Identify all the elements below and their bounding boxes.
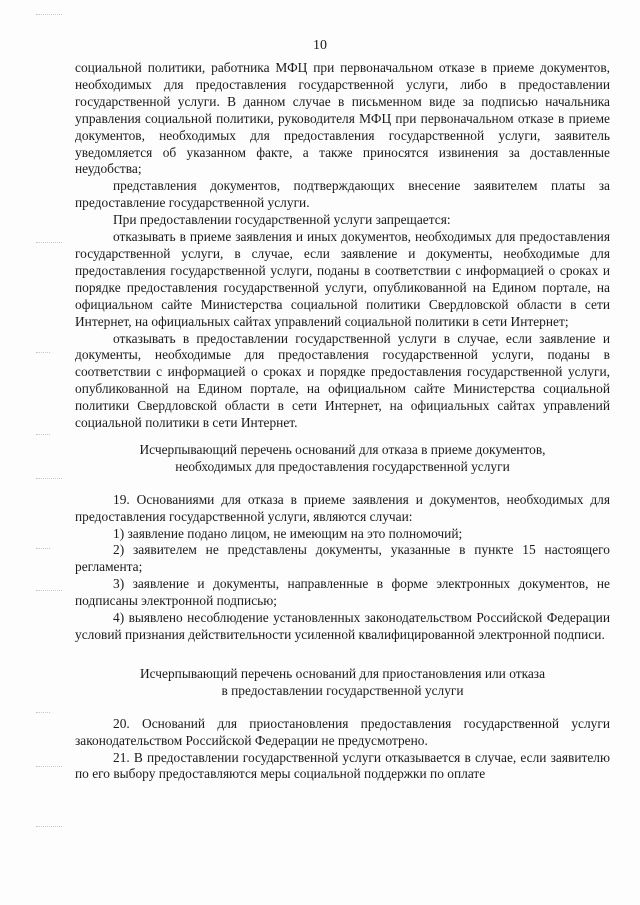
scan-artifact <box>36 352 50 356</box>
heading-line: Исчерпывающий перечень оснований для отказа в приеме документов, <box>139 441 546 457</box>
scan-artifact <box>36 14 62 18</box>
list-item: 2) заявителем не представлены документы, указанные в пункте 15 настоящего регламента; <box>75 542 610 575</box>
paragraph-21: 21. В предоставлении государственной услуги отказывается в случае, если заявителю по его выбору предоставляются меры социальной поддержки по оплате <box>75 749 610 782</box>
heading-line: в предоставлении государственной услуги <box>221 682 464 698</box>
section-heading-refusal-acceptance <box>75 442 610 476</box>
paragraph-19: 19. Основаниями для отказа в приеме заявления и документов, необходимых для предоставления государственной услуги, являются случаи: <box>75 491 610 524</box>
heading-line: Исчерпывающий перечень оснований для приостановления или отказа <box>139 665 546 681</box>
paragraph-20: 20. Оснований для приостановления предоставления государственной услуги законодательством Российской Федерации не предусмотрено. <box>75 715 610 748</box>
paragraph: При предоставлении государственной услуги запрещается: <box>113 212 451 228</box>
document-body <box>75 60 610 783</box>
scan-artifact <box>36 712 50 716</box>
list-item: 4) выявлено несоблюдение установленных законодательством Российской Федерации условий признания действительности усиленной квалифицированной электронной подписи. <box>75 610 610 642</box>
scan-artifact <box>36 242 62 246</box>
scan-artifact <box>36 766 62 770</box>
scan-artifact <box>36 434 50 438</box>
page-number: 10 <box>313 38 327 53</box>
scan-artifact <box>36 826 62 830</box>
scan-artifact <box>36 478 62 482</box>
paragraph: отказывать в предоставлении государственной услуги в случае, если заявление и документы, необходимые для предоставления государственной услуги, поданы в соответствии с информацией о сроках и порядке предоставления государственной услуги, опубликованной на Едином портале, на официальном сайте Министерства социальной политики Свердловской области в сети Интернет, на официальных сайтах управлений социальной политики в сети Интернет. <box>75 330 610 431</box>
paragraph: представления документов, подтверждающих внесение заявителем платы за предоставление государственной услуги. <box>75 178 610 211</box>
list-item: 3) заявление и документы, направленные в форме электронных документов, не подписаны электронной подписью; <box>75 576 610 609</box>
section-heading-suspension-refusal <box>75 666 610 700</box>
list-item: 1) заявление подано лицом, не имеющим на это полномочий; <box>113 525 463 541</box>
scan-artifact <box>36 590 62 594</box>
paragraph-continuation: социальной политики, работника МФЦ при первоначальном отказе в приеме документов, необходимых для предоставления государственной услуги, либо в предоставлении государственной услуги. В данном случае в письменном виде за подписью начальника управления социальной политики, руководителя МФЦ при первоначальном отказе в приеме документов, необходимых для предоставления государственной услуги, заявитель уведомляется об указанном факте, а также приносятся извинения за доставленные неудобства; <box>75 60 610 177</box>
heading-line: необходимых для предоставления государственной услуги <box>175 458 510 474</box>
scan-artifact <box>36 548 50 552</box>
paragraph: отказывать в приеме заявления и иных документов, необходимых для предоставления государственной услуги, в случае, если заявление и документы, необходимые для предоставления государственной услуги, поданы в соответствии с информацией о сроках и порядке предоставления государственной услуги, опубликованной на Едином портале, на официальном сайте Министерства социальной политики Свердловской области в сети Интернет, на официальных сайтах управлений социальной политики в сети Интернет; <box>75 229 610 329</box>
